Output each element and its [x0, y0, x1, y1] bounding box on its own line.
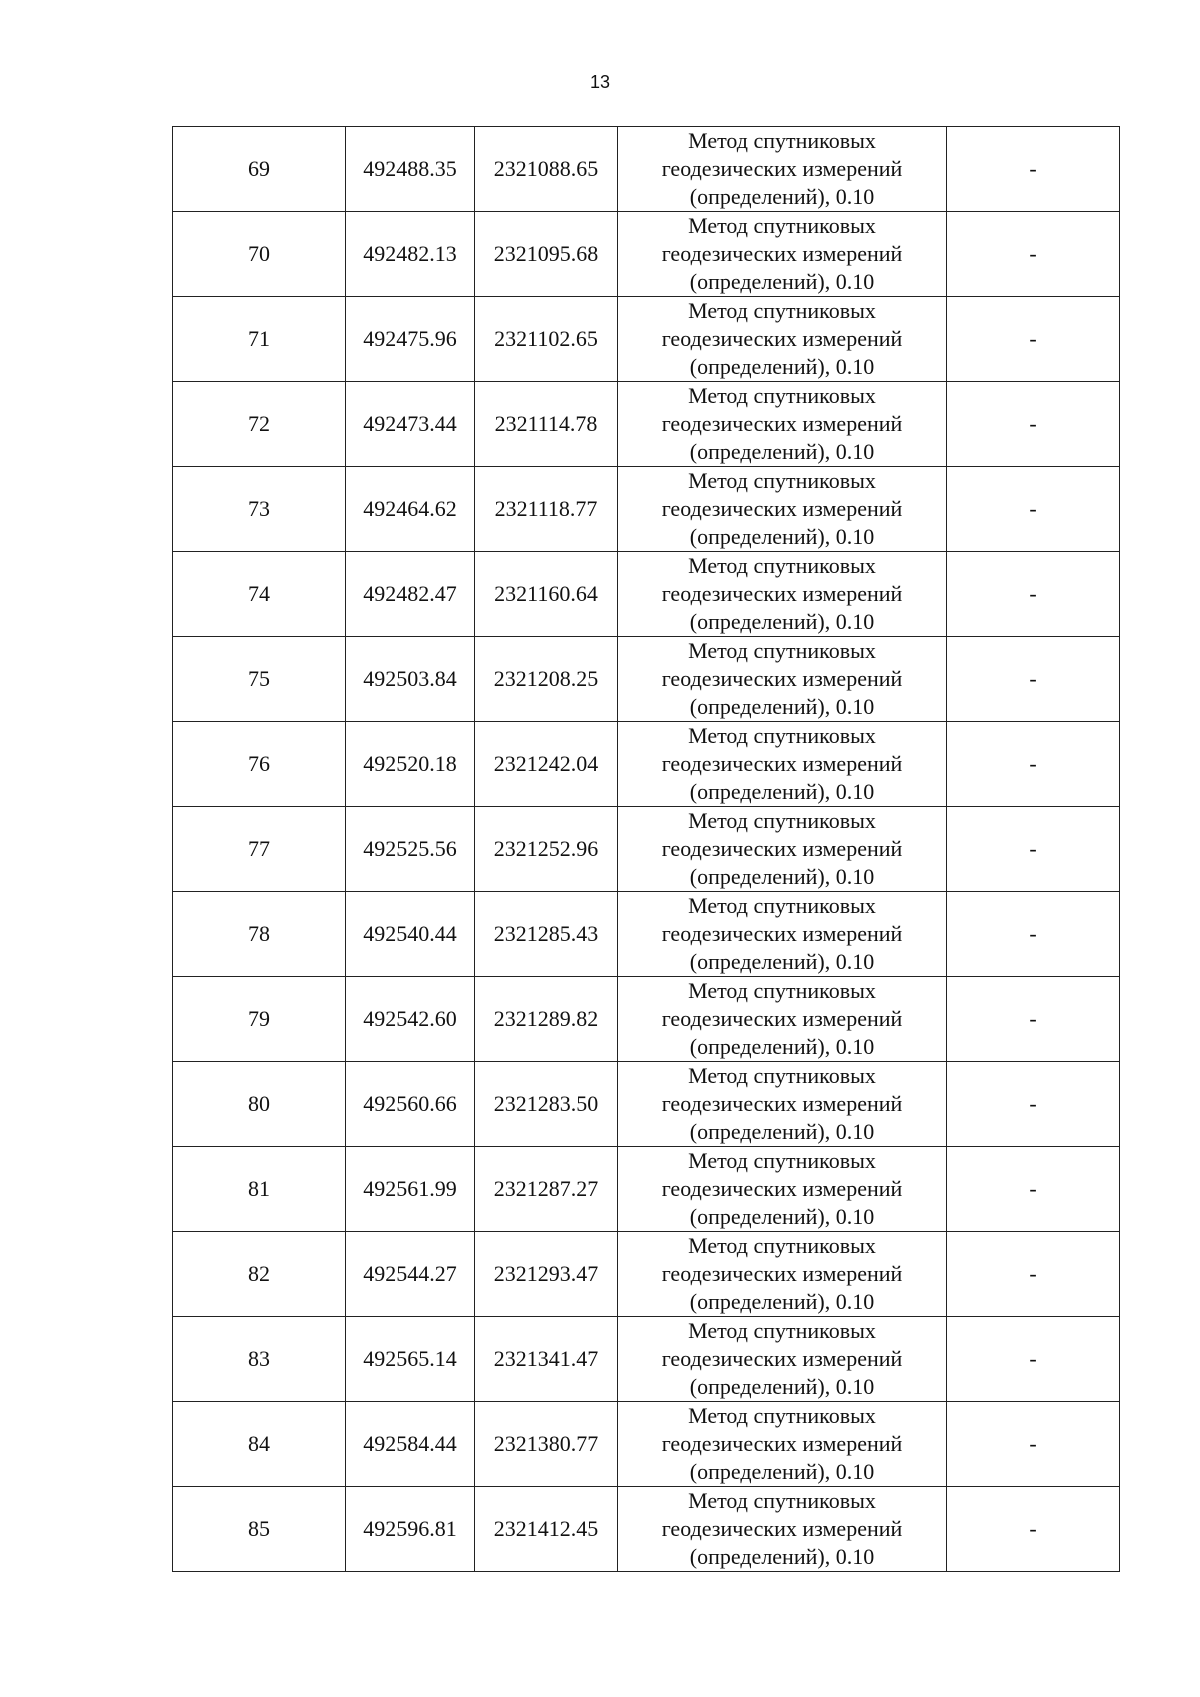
point-number-cell: 84 [173, 1402, 346, 1487]
method-line: геодезических измерений [661, 1176, 903, 1201]
table-row [173, 977, 1120, 1062]
method-line: Метод спутниковых [688, 1488, 876, 1513]
method-line: геодезических измерений [661, 666, 903, 691]
method-line: (определений), 0.10 [689, 1034, 875, 1059]
table-row [173, 127, 1120, 212]
method-line: Метод спутниковых [688, 1403, 876, 1428]
point-number-cell: 80 [173, 1062, 346, 1147]
y-coordinate-cell: 2321293.47 [475, 1232, 618, 1317]
table-row [173, 212, 1120, 297]
y-coordinate-cell: 2321289.82 [475, 977, 618, 1062]
method-line: (определений), 0.10 [689, 694, 875, 719]
method-line: геодезических измерений [661, 1431, 903, 1456]
table-row [173, 297, 1120, 382]
method-cell [618, 722, 947, 807]
method-line: Метод спутниковых [688, 128, 876, 153]
method-line: (определений), 0.10 [689, 1119, 875, 1144]
method-line: геодезических измерений [661, 496, 903, 521]
x-coordinate-cell: 492565.14 [346, 1317, 475, 1402]
table-row [173, 1147, 1120, 1232]
method-cell [618, 1487, 947, 1572]
point-number-cell: 71 [173, 297, 346, 382]
y-coordinate-cell: 2321118.77 [475, 467, 618, 552]
note-cell: - [947, 892, 1120, 977]
note-cell: - [947, 637, 1120, 722]
y-coordinate-cell: 2321283.50 [475, 1062, 618, 1147]
coordinates-table [172, 126, 1120, 1572]
method-line: Метод спутниковых [688, 1063, 876, 1088]
method-line: (определений), 0.10 [689, 354, 875, 379]
method-line: (определений), 0.10 [689, 609, 875, 634]
method-cell [618, 892, 947, 977]
x-coordinate-cell: 492544.27 [346, 1232, 475, 1317]
method-line: геодезических измерений [661, 241, 903, 266]
point-number-cell: 72 [173, 382, 346, 467]
x-coordinate-cell: 492542.60 [346, 977, 475, 1062]
note-cell: - [947, 977, 1120, 1062]
method-line: Метод спутниковых [688, 298, 876, 323]
page-number: 13 [589, 72, 611, 92]
method-line: геодезических измерений [661, 1261, 903, 1286]
note-cell: - [947, 722, 1120, 807]
point-number-cell: 75 [173, 637, 346, 722]
x-coordinate-cell: 492525.56 [346, 807, 475, 892]
y-coordinate-cell: 2321242.04 [475, 722, 618, 807]
x-coordinate-cell: 492475.96 [346, 297, 475, 382]
note-cell: - [947, 1147, 1120, 1232]
method-line: геодезических измерений [661, 836, 903, 861]
note-cell: - [947, 127, 1120, 212]
method-line: геодезических измерений [661, 156, 903, 181]
method-cell [618, 552, 947, 637]
point-number-cell: 70 [173, 212, 346, 297]
point-number-cell: 73 [173, 467, 346, 552]
y-coordinate-cell: 2321252.96 [475, 807, 618, 892]
x-coordinate-cell: 492540.44 [346, 892, 475, 977]
point-number-cell: 82 [173, 1232, 346, 1317]
method-line: Метод спутниковых [688, 808, 876, 833]
method-line: геодезических измерений [661, 1006, 903, 1031]
method-line: (определений), 0.10 [689, 1459, 875, 1484]
method-line: Метод спутниковых [688, 638, 876, 663]
note-cell: - [947, 807, 1120, 892]
method-line: геодезических измерений [661, 326, 903, 351]
method-line: геодезических измерений [661, 1091, 903, 1116]
method-line: геодезических измерений [661, 1516, 903, 1541]
method-line: геодезических измерений [661, 1346, 903, 1371]
x-coordinate-cell: 492560.66 [346, 1062, 475, 1147]
point-number-cell: 81 [173, 1147, 346, 1232]
method-line: (определений), 0.10 [689, 269, 875, 294]
method-line: (определений), 0.10 [689, 949, 875, 974]
note-cell: - [947, 1317, 1120, 1402]
y-coordinate-cell: 2321341.47 [475, 1317, 618, 1402]
method-cell [618, 1147, 947, 1232]
table-row [173, 722, 1120, 807]
method-cell [618, 127, 947, 212]
method-cell [618, 297, 947, 382]
method-line: Метод спутниковых [688, 468, 876, 493]
method-line: (определений), 0.10 [689, 779, 875, 804]
table-row [173, 382, 1120, 467]
note-cell: - [947, 552, 1120, 637]
method-cell [618, 212, 947, 297]
x-coordinate-cell: 492520.18 [346, 722, 475, 807]
method-cell [618, 1232, 947, 1317]
method-line: геодезических измерений [661, 921, 903, 946]
point-number-cell: 78 [173, 892, 346, 977]
note-cell: - [947, 297, 1120, 382]
x-coordinate-cell: 492482.47 [346, 552, 475, 637]
method-line: Метод спутниковых [688, 1318, 876, 1343]
point-number-cell: 79 [173, 977, 346, 1062]
y-coordinate-cell: 2321380.77 [475, 1402, 618, 1487]
table-row [173, 1317, 1120, 1402]
y-coordinate-cell: 2321114.78 [475, 382, 618, 467]
x-coordinate-cell: 492482.13 [346, 212, 475, 297]
y-coordinate-cell: 2321285.43 [475, 892, 618, 977]
method-cell [618, 1062, 947, 1147]
note-cell: - [947, 1402, 1120, 1487]
method-line: Метод спутниковых [688, 1233, 876, 1258]
method-cell [618, 467, 947, 552]
method-cell [618, 1402, 947, 1487]
x-coordinate-cell: 492488.35 [346, 127, 475, 212]
point-number-cell: 69 [173, 127, 346, 212]
method-line: (определений), 0.10 [689, 1374, 875, 1399]
method-line: Метод спутниковых [688, 213, 876, 238]
method-line: (определений), 0.10 [689, 524, 875, 549]
method-line: (определений), 0.10 [689, 864, 875, 889]
point-number-cell: 77 [173, 807, 346, 892]
method-cell [618, 977, 947, 1062]
x-coordinate-cell: 492584.44 [346, 1402, 475, 1487]
coordinates-table-body [173, 127, 1120, 1572]
method-line: (определений), 0.10 [689, 1544, 875, 1569]
method-line: геодезических измерений [661, 411, 903, 436]
method-line: (определений), 0.10 [689, 439, 875, 464]
method-line: Метод спутниковых [688, 893, 876, 918]
table-row [173, 1232, 1120, 1317]
point-number-cell: 74 [173, 552, 346, 637]
point-number-cell: 85 [173, 1487, 346, 1572]
method-cell [618, 1317, 947, 1402]
table-row [173, 552, 1120, 637]
x-coordinate-cell: 492561.99 [346, 1147, 475, 1232]
method-line: геодезических измерений [661, 581, 903, 606]
x-coordinate-cell: 492473.44 [346, 382, 475, 467]
table-row [173, 1487, 1120, 1572]
method-line: (определений), 0.10 [689, 1289, 875, 1314]
note-cell: - [947, 467, 1120, 552]
y-coordinate-cell: 2321412.45 [475, 1487, 618, 1572]
y-coordinate-cell: 2321208.25 [475, 637, 618, 722]
table-row [173, 637, 1120, 722]
method-line: (определений), 0.10 [689, 184, 875, 209]
method-line: геодезических измерений [661, 751, 903, 776]
table-row [173, 1062, 1120, 1147]
y-coordinate-cell: 2321088.65 [475, 127, 618, 212]
note-cell: - [947, 382, 1120, 467]
x-coordinate-cell: 492464.62 [346, 467, 475, 552]
note-cell: - [947, 1062, 1120, 1147]
y-coordinate-cell: 2321095.68 [475, 212, 618, 297]
method-line: Метод спутниковых [688, 383, 876, 408]
method-line: Метод спутниковых [688, 553, 876, 578]
x-coordinate-cell: 492503.84 [346, 637, 475, 722]
y-coordinate-cell: 2321160.64 [475, 552, 618, 637]
table-row [173, 892, 1120, 977]
method-line: Метод спутниковых [688, 723, 876, 748]
point-number-cell: 83 [173, 1317, 346, 1402]
method-cell [618, 637, 947, 722]
table-row [173, 807, 1120, 892]
method-cell [618, 382, 947, 467]
method-line: (определений), 0.10 [689, 1204, 875, 1229]
y-coordinate-cell: 2321287.27 [475, 1147, 618, 1232]
method-line: Метод спутниковых [688, 978, 876, 1003]
table-row [173, 467, 1120, 552]
note-cell: - [947, 1487, 1120, 1572]
method-line: Метод спутниковых [688, 1148, 876, 1173]
method-cell [618, 807, 947, 892]
note-cell: - [947, 1232, 1120, 1317]
point-number-cell: 76 [173, 722, 346, 807]
note-cell: - [947, 212, 1120, 297]
x-coordinate-cell: 492596.81 [346, 1487, 475, 1572]
y-coordinate-cell: 2321102.65 [475, 297, 618, 382]
table-row [173, 1402, 1120, 1487]
